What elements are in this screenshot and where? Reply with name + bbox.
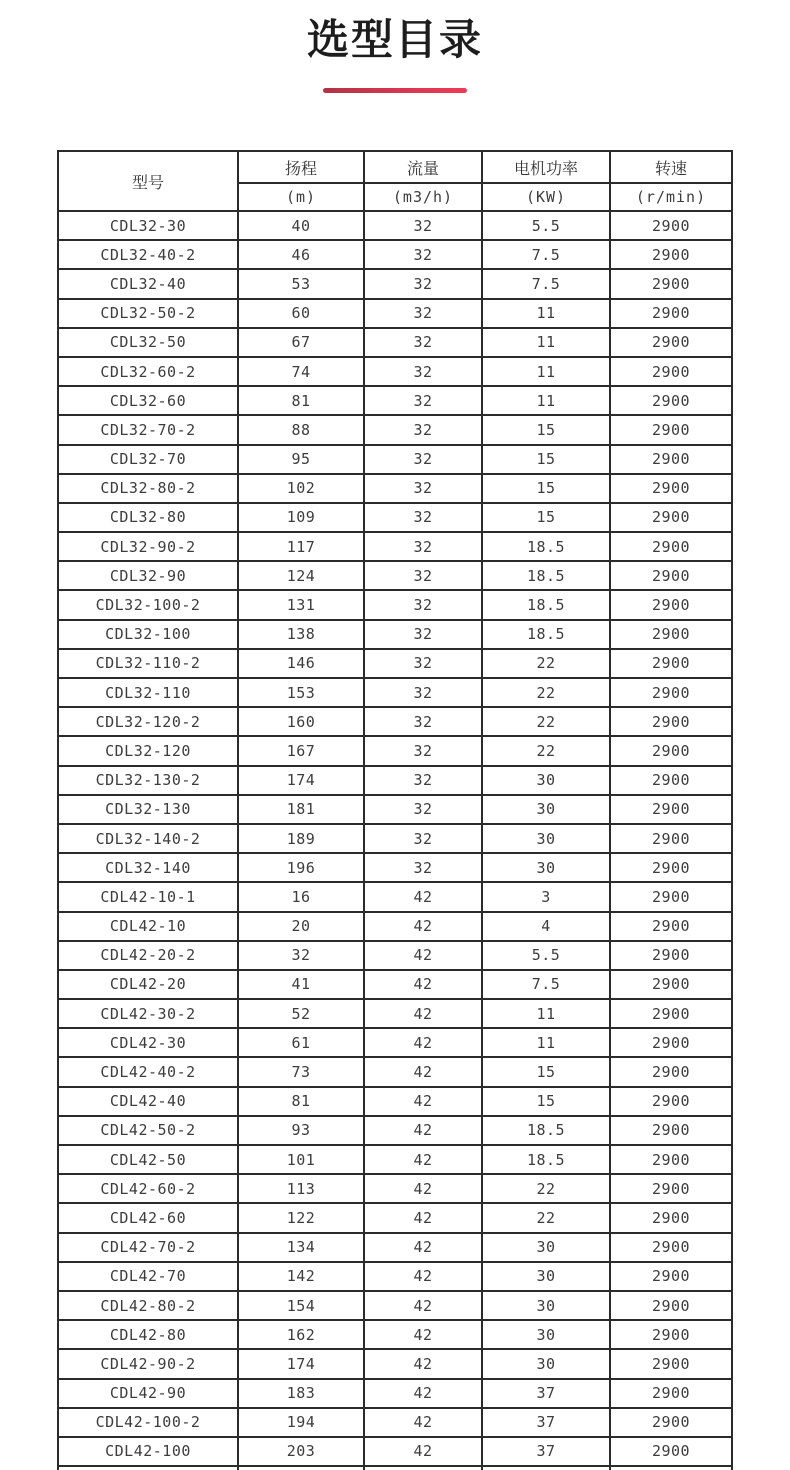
table-row bbox=[58, 590, 732, 619]
table-row bbox=[58, 1437, 732, 1466]
table-row bbox=[58, 1233, 732, 1262]
table-row bbox=[58, 269, 732, 298]
cell: CDL32-70-2 bbox=[58, 415, 238, 444]
cell: 42 bbox=[364, 1145, 482, 1174]
cell: CDL42-60 bbox=[58, 1203, 238, 1232]
cell: 2900 bbox=[610, 1379, 732, 1408]
cell: CDL32-130-2 bbox=[58, 766, 238, 795]
cell: 18.5 bbox=[482, 532, 610, 561]
cell: CDL42-90 bbox=[58, 1379, 238, 1408]
cell: CDL42-40 bbox=[58, 1087, 238, 1116]
cell: 42 bbox=[364, 1379, 482, 1408]
cell: CDL32-50 bbox=[58, 328, 238, 357]
cell: 162 bbox=[238, 1320, 364, 1349]
cell: 46 bbox=[238, 240, 364, 269]
column-header-speed: 转速 bbox=[610, 151, 732, 183]
cell: 32 bbox=[364, 299, 482, 328]
cell: 32 bbox=[364, 532, 482, 561]
cell: CDL32-100-2 bbox=[58, 590, 238, 619]
cell: 32 bbox=[364, 269, 482, 298]
table-row bbox=[58, 707, 732, 736]
cell: 2900 bbox=[610, 649, 732, 678]
cell: CDL42-70 bbox=[58, 1262, 238, 1291]
cell: 2900 bbox=[610, 1437, 732, 1466]
cell: 2900 bbox=[610, 386, 732, 415]
cell: 2900 bbox=[610, 357, 732, 386]
cell: 32 bbox=[364, 707, 482, 736]
cell: 2900 bbox=[610, 678, 732, 707]
cell: 2900 bbox=[610, 999, 732, 1028]
cell: CDL32-50-2 bbox=[58, 299, 238, 328]
cell bbox=[238, 1466, 364, 1470]
cell: 42 bbox=[364, 1057, 482, 1086]
cell: 2900 bbox=[610, 1145, 732, 1174]
cell: 2900 bbox=[610, 970, 732, 999]
cell: 174 bbox=[238, 766, 364, 795]
cell: 42 bbox=[364, 1291, 482, 1320]
table-row bbox=[58, 1379, 732, 1408]
cell: 15 bbox=[482, 503, 610, 532]
cell: 146 bbox=[238, 649, 364, 678]
cell: CDL42-100-2 bbox=[58, 1408, 238, 1437]
cell: 2900 bbox=[610, 532, 732, 561]
cell: 2900 bbox=[610, 415, 732, 444]
cell: 61 bbox=[238, 1028, 364, 1057]
cell: 194 bbox=[238, 1408, 364, 1437]
cell: 109 bbox=[238, 503, 364, 532]
table-row bbox=[58, 386, 732, 415]
cell: 2900 bbox=[610, 1057, 732, 1086]
cell: 117 bbox=[238, 532, 364, 561]
table-row bbox=[58, 649, 732, 678]
cell: CDL32-110 bbox=[58, 678, 238, 707]
cell: 11 bbox=[482, 328, 610, 357]
cell: 22 bbox=[482, 1174, 610, 1203]
cell: 2900 bbox=[610, 299, 732, 328]
cell: 37 bbox=[482, 1379, 610, 1408]
cell: 174 bbox=[238, 1349, 364, 1378]
table-row bbox=[58, 1116, 732, 1145]
cell: CDL32-90 bbox=[58, 561, 238, 590]
cell: 189 bbox=[238, 824, 364, 853]
title-underline-decoration bbox=[323, 88, 467, 93]
cell: 18.5 bbox=[482, 1145, 610, 1174]
cell: 32 bbox=[364, 211, 482, 240]
cell: 2900 bbox=[610, 1291, 732, 1320]
cell: 11 bbox=[482, 357, 610, 386]
cell: CDL32-60 bbox=[58, 386, 238, 415]
cell: 2900 bbox=[610, 766, 732, 795]
column-header-model: 型号 bbox=[58, 151, 238, 211]
cell: 42 bbox=[364, 941, 482, 970]
cell: 32 bbox=[364, 561, 482, 590]
cell: 32 bbox=[364, 620, 482, 649]
cell: CDL42-50 bbox=[58, 1145, 238, 1174]
cell: CDL32-120-2 bbox=[58, 707, 238, 736]
cell: 2900 bbox=[610, 1116, 732, 1145]
cell: 101 bbox=[238, 1145, 364, 1174]
cell: 32 bbox=[364, 386, 482, 415]
cell: CDL32-100 bbox=[58, 620, 238, 649]
cell: 81 bbox=[238, 386, 364, 415]
cell: CDL42-90-2 bbox=[58, 1349, 238, 1378]
cell: 32 bbox=[364, 415, 482, 444]
cell: 60 bbox=[238, 299, 364, 328]
cell: 196 bbox=[238, 853, 364, 882]
cell: 30 bbox=[482, 1291, 610, 1320]
table-row bbox=[58, 766, 732, 795]
cell: 18.5 bbox=[482, 561, 610, 590]
cell: 134 bbox=[238, 1233, 364, 1262]
cell: 42 bbox=[364, 1320, 482, 1349]
table-row bbox=[58, 1262, 732, 1291]
cell: CDL42-60-2 bbox=[58, 1174, 238, 1203]
cell: 2900 bbox=[610, 1087, 732, 1116]
cell: 30 bbox=[482, 1320, 610, 1349]
table-body bbox=[58, 211, 732, 1470]
table-row bbox=[58, 853, 732, 882]
cell: 32 bbox=[364, 736, 482, 765]
table-row bbox=[58, 328, 732, 357]
cell: 32 bbox=[364, 590, 482, 619]
cell: 22 bbox=[482, 1203, 610, 1232]
unit-flow-m3h: (m3/h) bbox=[364, 183, 482, 211]
cell: 42 bbox=[364, 1116, 482, 1145]
cell: 16 bbox=[238, 882, 364, 911]
cell: 2900 bbox=[610, 1233, 732, 1262]
cell: CDL42-100 bbox=[58, 1437, 238, 1466]
cell: 30 bbox=[482, 795, 610, 824]
cell: 2900 bbox=[610, 328, 732, 357]
cell: 154 bbox=[238, 1291, 364, 1320]
cell: 37 bbox=[482, 1408, 610, 1437]
cell: CDL42-80-2 bbox=[58, 1291, 238, 1320]
selection-table bbox=[57, 150, 733, 1470]
table-row bbox=[58, 445, 732, 474]
cell: 52 bbox=[238, 999, 364, 1028]
table-row bbox=[58, 1349, 732, 1378]
cell: 3 bbox=[482, 882, 610, 911]
title-section bbox=[0, 0, 790, 93]
unit-head-m: (m) bbox=[238, 183, 364, 211]
cell: 113 bbox=[238, 1174, 364, 1203]
cell: 32 bbox=[364, 766, 482, 795]
cell: 42 bbox=[364, 1437, 482, 1466]
page-title: 选型目录 bbox=[306, 15, 483, 64]
table-row bbox=[58, 736, 732, 765]
cell: 2900 bbox=[610, 240, 732, 269]
cell: 15 bbox=[482, 1087, 610, 1116]
cell: 181 bbox=[238, 795, 364, 824]
cell: 32 bbox=[364, 678, 482, 707]
cell: 32 bbox=[364, 357, 482, 386]
header-label-row bbox=[58, 151, 732, 183]
table-header bbox=[58, 151, 732, 211]
table-row bbox=[58, 532, 732, 561]
cell: 160 bbox=[238, 707, 364, 736]
cell: 18.5 bbox=[482, 1116, 610, 1145]
cell: 42 bbox=[364, 999, 482, 1028]
cell: 22 bbox=[482, 649, 610, 678]
cell: 30 bbox=[482, 853, 610, 882]
cell: 2900 bbox=[610, 590, 732, 619]
cell: CDL42-30 bbox=[58, 1028, 238, 1057]
cell bbox=[58, 1466, 238, 1470]
table-row bbox=[58, 970, 732, 999]
cell: 5.5 bbox=[482, 211, 610, 240]
cell: 11 bbox=[482, 386, 610, 415]
cell: 122 bbox=[238, 1203, 364, 1232]
cell: 73 bbox=[238, 1057, 364, 1086]
cell: 22 bbox=[482, 707, 610, 736]
cell: 42 bbox=[364, 1087, 482, 1116]
cell: 2900 bbox=[610, 853, 732, 882]
cell: 30 bbox=[482, 1233, 610, 1262]
table-row-cutoff bbox=[58, 1466, 732, 1470]
table-row bbox=[58, 824, 732, 853]
cell: 42 bbox=[364, 1028, 482, 1057]
cell: 42 bbox=[364, 1203, 482, 1232]
cell: 37 bbox=[482, 1437, 610, 1466]
cell: 2900 bbox=[610, 912, 732, 941]
cell: 32 bbox=[364, 474, 482, 503]
table-row bbox=[58, 882, 732, 911]
cell: 2900 bbox=[610, 824, 732, 853]
cell: 2900 bbox=[610, 941, 732, 970]
cell: 42 bbox=[364, 1262, 482, 1291]
cell: CDL32-120 bbox=[58, 736, 238, 765]
cell: CDL32-90-2 bbox=[58, 532, 238, 561]
cell: 2900 bbox=[610, 882, 732, 911]
cell: 30 bbox=[482, 1262, 610, 1291]
cell: 2900 bbox=[610, 1203, 732, 1232]
cell: 15 bbox=[482, 1057, 610, 1086]
table-row bbox=[58, 678, 732, 707]
cell: 2900 bbox=[610, 561, 732, 590]
unit-power-kw: (KW) bbox=[482, 183, 610, 211]
cell: CDL42-20-2 bbox=[58, 941, 238, 970]
cell: 32 bbox=[364, 328, 482, 357]
cell: 153 bbox=[238, 678, 364, 707]
cell: 102 bbox=[238, 474, 364, 503]
table-row bbox=[58, 1057, 732, 1086]
cell: 22 bbox=[482, 678, 610, 707]
cell: 30 bbox=[482, 824, 610, 853]
column-header-head: 扬程 bbox=[238, 151, 364, 183]
cell: 42 bbox=[364, 912, 482, 941]
cell: 30 bbox=[482, 766, 610, 795]
cell: 7.5 bbox=[482, 970, 610, 999]
table-row bbox=[58, 1203, 732, 1232]
cell: 7.5 bbox=[482, 240, 610, 269]
cell: CDL42-30-2 bbox=[58, 999, 238, 1028]
cell: 131 bbox=[238, 590, 364, 619]
cell: 42 bbox=[364, 970, 482, 999]
cell: 2900 bbox=[610, 1028, 732, 1057]
cell: 32 bbox=[364, 445, 482, 474]
cell: 18.5 bbox=[482, 590, 610, 619]
cell: 142 bbox=[238, 1262, 364, 1291]
table-row bbox=[58, 1291, 732, 1320]
unit-speed-rmin: (r/min) bbox=[610, 183, 732, 211]
cell: CDL42-70-2 bbox=[58, 1233, 238, 1262]
cell: 11 bbox=[482, 299, 610, 328]
cell: 2900 bbox=[610, 707, 732, 736]
cell: 32 bbox=[238, 941, 364, 970]
table-row bbox=[58, 941, 732, 970]
cell: 20 bbox=[238, 912, 364, 941]
table-row bbox=[58, 795, 732, 824]
cell: 32 bbox=[364, 649, 482, 678]
table-row bbox=[58, 999, 732, 1028]
cell: 53 bbox=[238, 269, 364, 298]
table-row bbox=[58, 474, 732, 503]
cell: 32 bbox=[364, 503, 482, 532]
cell: CDL32-80 bbox=[58, 503, 238, 532]
cell: 138 bbox=[238, 620, 364, 649]
cell: 30 bbox=[482, 1349, 610, 1378]
cell: 11 bbox=[482, 999, 610, 1028]
cell: 67 bbox=[238, 328, 364, 357]
cell: 2900 bbox=[610, 269, 732, 298]
cell: CDL42-80 bbox=[58, 1320, 238, 1349]
cell: CDL32-40 bbox=[58, 269, 238, 298]
cell: 2900 bbox=[610, 1349, 732, 1378]
table-row bbox=[58, 1408, 732, 1437]
cell: 7.5 bbox=[482, 269, 610, 298]
cell: 2900 bbox=[610, 503, 732, 532]
cell bbox=[610, 1466, 732, 1470]
column-header-motor-power: 电机功率 bbox=[482, 151, 610, 183]
cell: 2900 bbox=[610, 445, 732, 474]
cell: CDL32-130 bbox=[58, 795, 238, 824]
cell: 42 bbox=[364, 882, 482, 911]
cell: 40 bbox=[238, 211, 364, 240]
cell: 32 bbox=[364, 853, 482, 882]
table-row bbox=[58, 1320, 732, 1349]
table-row bbox=[58, 357, 732, 386]
table-row bbox=[58, 240, 732, 269]
cell: 88 bbox=[238, 415, 364, 444]
cell: 42 bbox=[364, 1408, 482, 1437]
cell: 32 bbox=[364, 795, 482, 824]
cell: CDL42-10 bbox=[58, 912, 238, 941]
table-row bbox=[58, 503, 732, 532]
cell: 203 bbox=[238, 1437, 364, 1466]
table-row bbox=[58, 211, 732, 240]
cell: 183 bbox=[238, 1379, 364, 1408]
cell: CDL42-50-2 bbox=[58, 1116, 238, 1145]
cell: CDL32-30 bbox=[58, 211, 238, 240]
cell: 11 bbox=[482, 1028, 610, 1057]
cell bbox=[364, 1466, 482, 1470]
cell: 2900 bbox=[610, 736, 732, 765]
cell: 32 bbox=[364, 240, 482, 269]
cell: 81 bbox=[238, 1087, 364, 1116]
cell: 18.5 bbox=[482, 620, 610, 649]
cell: CDL32-70 bbox=[58, 445, 238, 474]
cell: 95 bbox=[238, 445, 364, 474]
cell: 2900 bbox=[610, 1174, 732, 1203]
cell: 15 bbox=[482, 415, 610, 444]
cell: 15 bbox=[482, 445, 610, 474]
cell: CDL32-140-2 bbox=[58, 824, 238, 853]
cell: 5.5 bbox=[482, 941, 610, 970]
cell: 32 bbox=[364, 824, 482, 853]
cell: 124 bbox=[238, 561, 364, 590]
table-row bbox=[58, 561, 732, 590]
table-row bbox=[58, 1145, 732, 1174]
cell: 167 bbox=[238, 736, 364, 765]
cell: 2900 bbox=[610, 1320, 732, 1349]
cell: 22 bbox=[482, 736, 610, 765]
cell: CDL32-140 bbox=[58, 853, 238, 882]
cell: 2900 bbox=[610, 1408, 732, 1437]
cell: 42 bbox=[364, 1349, 482, 1378]
table-row bbox=[58, 1028, 732, 1057]
table-row bbox=[58, 299, 732, 328]
cell: 41 bbox=[238, 970, 364, 999]
cell: 4 bbox=[482, 912, 610, 941]
cell: CDL42-40-2 bbox=[58, 1057, 238, 1086]
cell: 2900 bbox=[610, 795, 732, 824]
cell: 42 bbox=[364, 1233, 482, 1262]
cell: CDL42-20 bbox=[58, 970, 238, 999]
cell: 93 bbox=[238, 1116, 364, 1145]
cell: 2900 bbox=[610, 620, 732, 649]
cell: CDL32-40-2 bbox=[58, 240, 238, 269]
cell: CDL42-10-1 bbox=[58, 882, 238, 911]
table-row bbox=[58, 1174, 732, 1203]
table-row bbox=[58, 620, 732, 649]
cell: 15 bbox=[482, 474, 610, 503]
table-row bbox=[58, 912, 732, 941]
cell: 74 bbox=[238, 357, 364, 386]
table-row bbox=[58, 1087, 732, 1116]
cell: 42 bbox=[364, 1174, 482, 1203]
cell: 2900 bbox=[610, 211, 732, 240]
table-row bbox=[58, 415, 732, 444]
cell: CDL32-110-2 bbox=[58, 649, 238, 678]
cell: CDL32-80-2 bbox=[58, 474, 238, 503]
cell: CDL32-60-2 bbox=[58, 357, 238, 386]
cell bbox=[482, 1466, 610, 1470]
column-header-flow: 流量 bbox=[364, 151, 482, 183]
cell: 2900 bbox=[610, 1262, 732, 1291]
cell: 2900 bbox=[610, 474, 732, 503]
